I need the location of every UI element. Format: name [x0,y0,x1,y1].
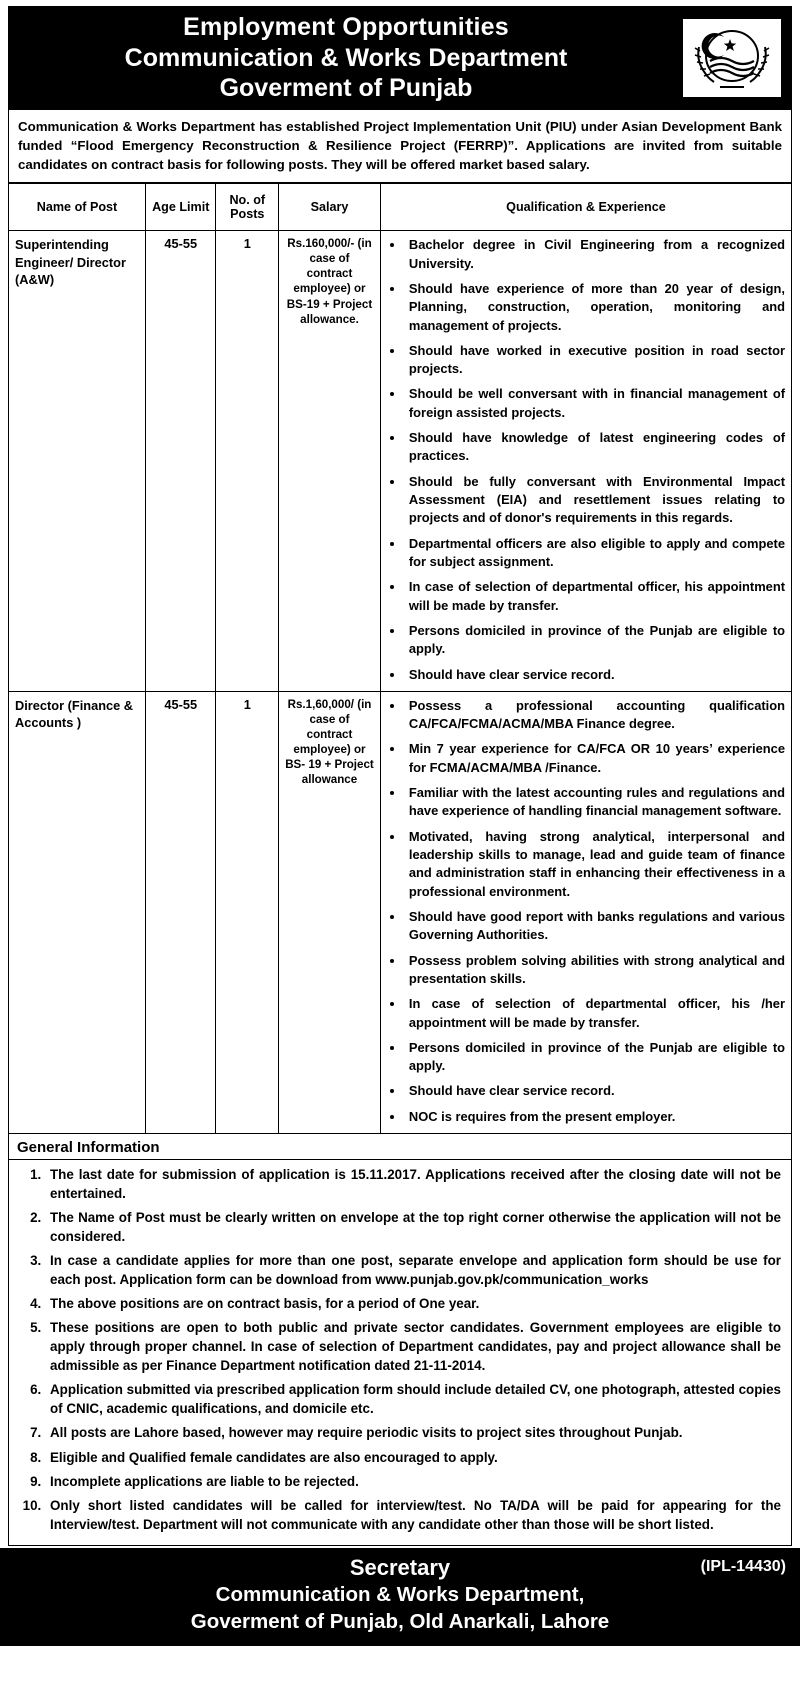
list-item: 6. Application submitted via prescribed application form should include detailed CV, one photograph, attested copies of CNIC, academic qualifications, and domicile etc. [45,1380,781,1418]
header-title-block [18,12,674,104]
list-item: 2. The Name of Post must be clearly written on envelope at the top right corner otherwise the application will not be considered. [45,1208,781,1246]
footer-signatory: Secretary [349,1554,451,1580]
general-information-section [8,1134,792,1546]
page-footer [0,1548,800,1646]
list-item: 10. Only short listed candidates will be called for interview/test. No TA/DA will be paid for appearing for the Interview/test. Department will not communicate with any candidate other than those will be short listed. [45,1496,781,1534]
cell-no-of-posts: 1 [216,231,279,692]
list-item: 7. All posts are Lahore based, however may require periodic visits to project sites throughout Punjab. [45,1423,781,1442]
table-header-row [9,184,792,231]
page-header [8,6,792,110]
government-title: Goverment of Punjab [219,74,473,102]
list-item: 9. Incomplete applications are liable to be rejected. [45,1472,781,1491]
list-item: • Should have knowledge of latest engineering codes of practices. [405,429,785,466]
crescent-star-wheat-icon [690,25,774,91]
posts-table [8,183,792,1134]
general-information-list [9,1165,791,1534]
list-item: 4. The above positions are on contract basis, for a period of One year. [45,1294,781,1313]
cell-qualification [380,691,791,1133]
general-information-title: General Information [9,1137,791,1160]
list-item: • Should have experience of more than 20 year of design, Planning, construction, operation, monitoring and management of projects. [405,280,785,335]
list-item: • Should have worked in executive position in road sector projects. [405,342,785,379]
column-header-age-limit: Age Limit [146,184,216,231]
cell-salary: Rs.1,60,000/ (in case of contract employee) or BS- 19 + Project allowance [279,691,381,1133]
qualification-list [387,697,785,1126]
cell-post-name: Superintending Engineer/ Director (A&W) [9,231,146,692]
list-item: • Persons domiciled in province of the Punjab are eligible to apply. [405,1039,785,1076]
cell-qualification [380,231,791,692]
list-item: • Bachelor degree in Civil Engineering from a recognized University. [405,236,785,273]
list-item: • NOC is requires from the present employer. [405,1108,785,1126]
list-item: • Persons domiciled in province of the Punjab are eligible to apply. [405,622,785,659]
cell-salary: Rs.160,000/- (in case of contract employee) or BS-19 + Project allowance. [279,231,381,692]
list-item: • Min 7 year experience for CA/FCA OR 10 years’ experience for FCMA/ACMA/MBA /Finance. [405,740,785,777]
column-header-qualification: Qualification & Experience [380,184,791,231]
list-item: • Should have clear service record. [405,1082,785,1100]
column-header-name-of-post: Name of Post [9,184,146,231]
list-item: • Possess a professional accounting qualification CA/FCA/FCMA/ACMA/MBA Finance degree. [405,697,785,734]
list-item: 1. The last date for submission of application is 15.11.2017. Applications received after the closing date will not be entertained. [45,1165,781,1203]
cell-post-name: Director (Finance & Accounts ) [9,691,146,1133]
column-header-salary: Salary [279,184,381,231]
column-header-no-of-posts: No. of Posts [216,184,279,231]
reference-number: (IPL-14430) [700,1557,786,1575]
cell-age-limit: 45-55 [146,231,216,692]
page-title: Employment Opportunities [183,13,509,41]
list-item: • In case of selection of departmental officer, his /her appointment will be made by transfer. [405,995,785,1032]
list-item: • Should be well conversant with in financial management of foreign assisted projects. [405,385,785,422]
list-item: • Departmental officers are also eligible to apply and compete for subject assignment. [405,535,785,572]
list-item: • Should have clear service record. [405,666,785,684]
list-item: • Should have good report with banks regulations and various Governing Authorities. [405,908,785,945]
cell-age-limit: 45-55 [146,691,216,1133]
cell-no-of-posts: 1 [216,691,279,1133]
table-row [9,231,792,692]
department-title: Communication & Works Department [124,43,568,72]
qualification-list [387,236,785,684]
list-item: • Possess problem solving abilities with strong analytical and presentation skills. [405,952,785,989]
list-item: 5. These positions are open to both public and private sector candidates. Government employees are eligible to apply through proper channel. In case of selection of Department candidates, pay and project allowance shall be admissible as per Finance Department notification dated 21-11-2014. [45,1318,781,1375]
footer-address: Goverment of Punjab, Old Anarkali, Lahore [190,1609,610,1633]
footer-department: Communication & Works Department, [215,1583,585,1607]
list-item: • Should be fully conversant with Environmental Impact Assessment (EIA) and resettlement issues relating to projects and of donor's requirements in this regards. [405,473,785,528]
list-item: • Motivated, having strong analytical, interpersonal and leadership skills to manage, lead and guide team of finance and administration staff in enhancing their effectiveness in a professional environment. [405,828,785,901]
table-row [9,691,792,1133]
list-item: • In case of selection of departmental officer, his appointment will be made by transfer. [405,578,785,615]
intro-paragraph: Communication & Works Department has established Project Implementation Unit (PIU) under Asian Development Bank funded “Flood Emergency Reconstruction & Resilience Project (FERRP)”. Applications are invited from suitable candidates on contract basis for following posts. They will be offered market based salary. [8,110,792,184]
list-item: • Familiar with the latest accounting rules and regulations and have experience of handling financial management software. [405,784,785,821]
punjab-government-logo [682,18,782,98]
list-item: 3. In case a candidate applies for more than one post, separate envelope and application form should be use for each post. Application form can be download from www.punjab.gov.pk/communication_works [45,1251,781,1289]
list-item: 8. Eligible and Qualified female candidates are also encouraged to apply. [45,1448,781,1467]
